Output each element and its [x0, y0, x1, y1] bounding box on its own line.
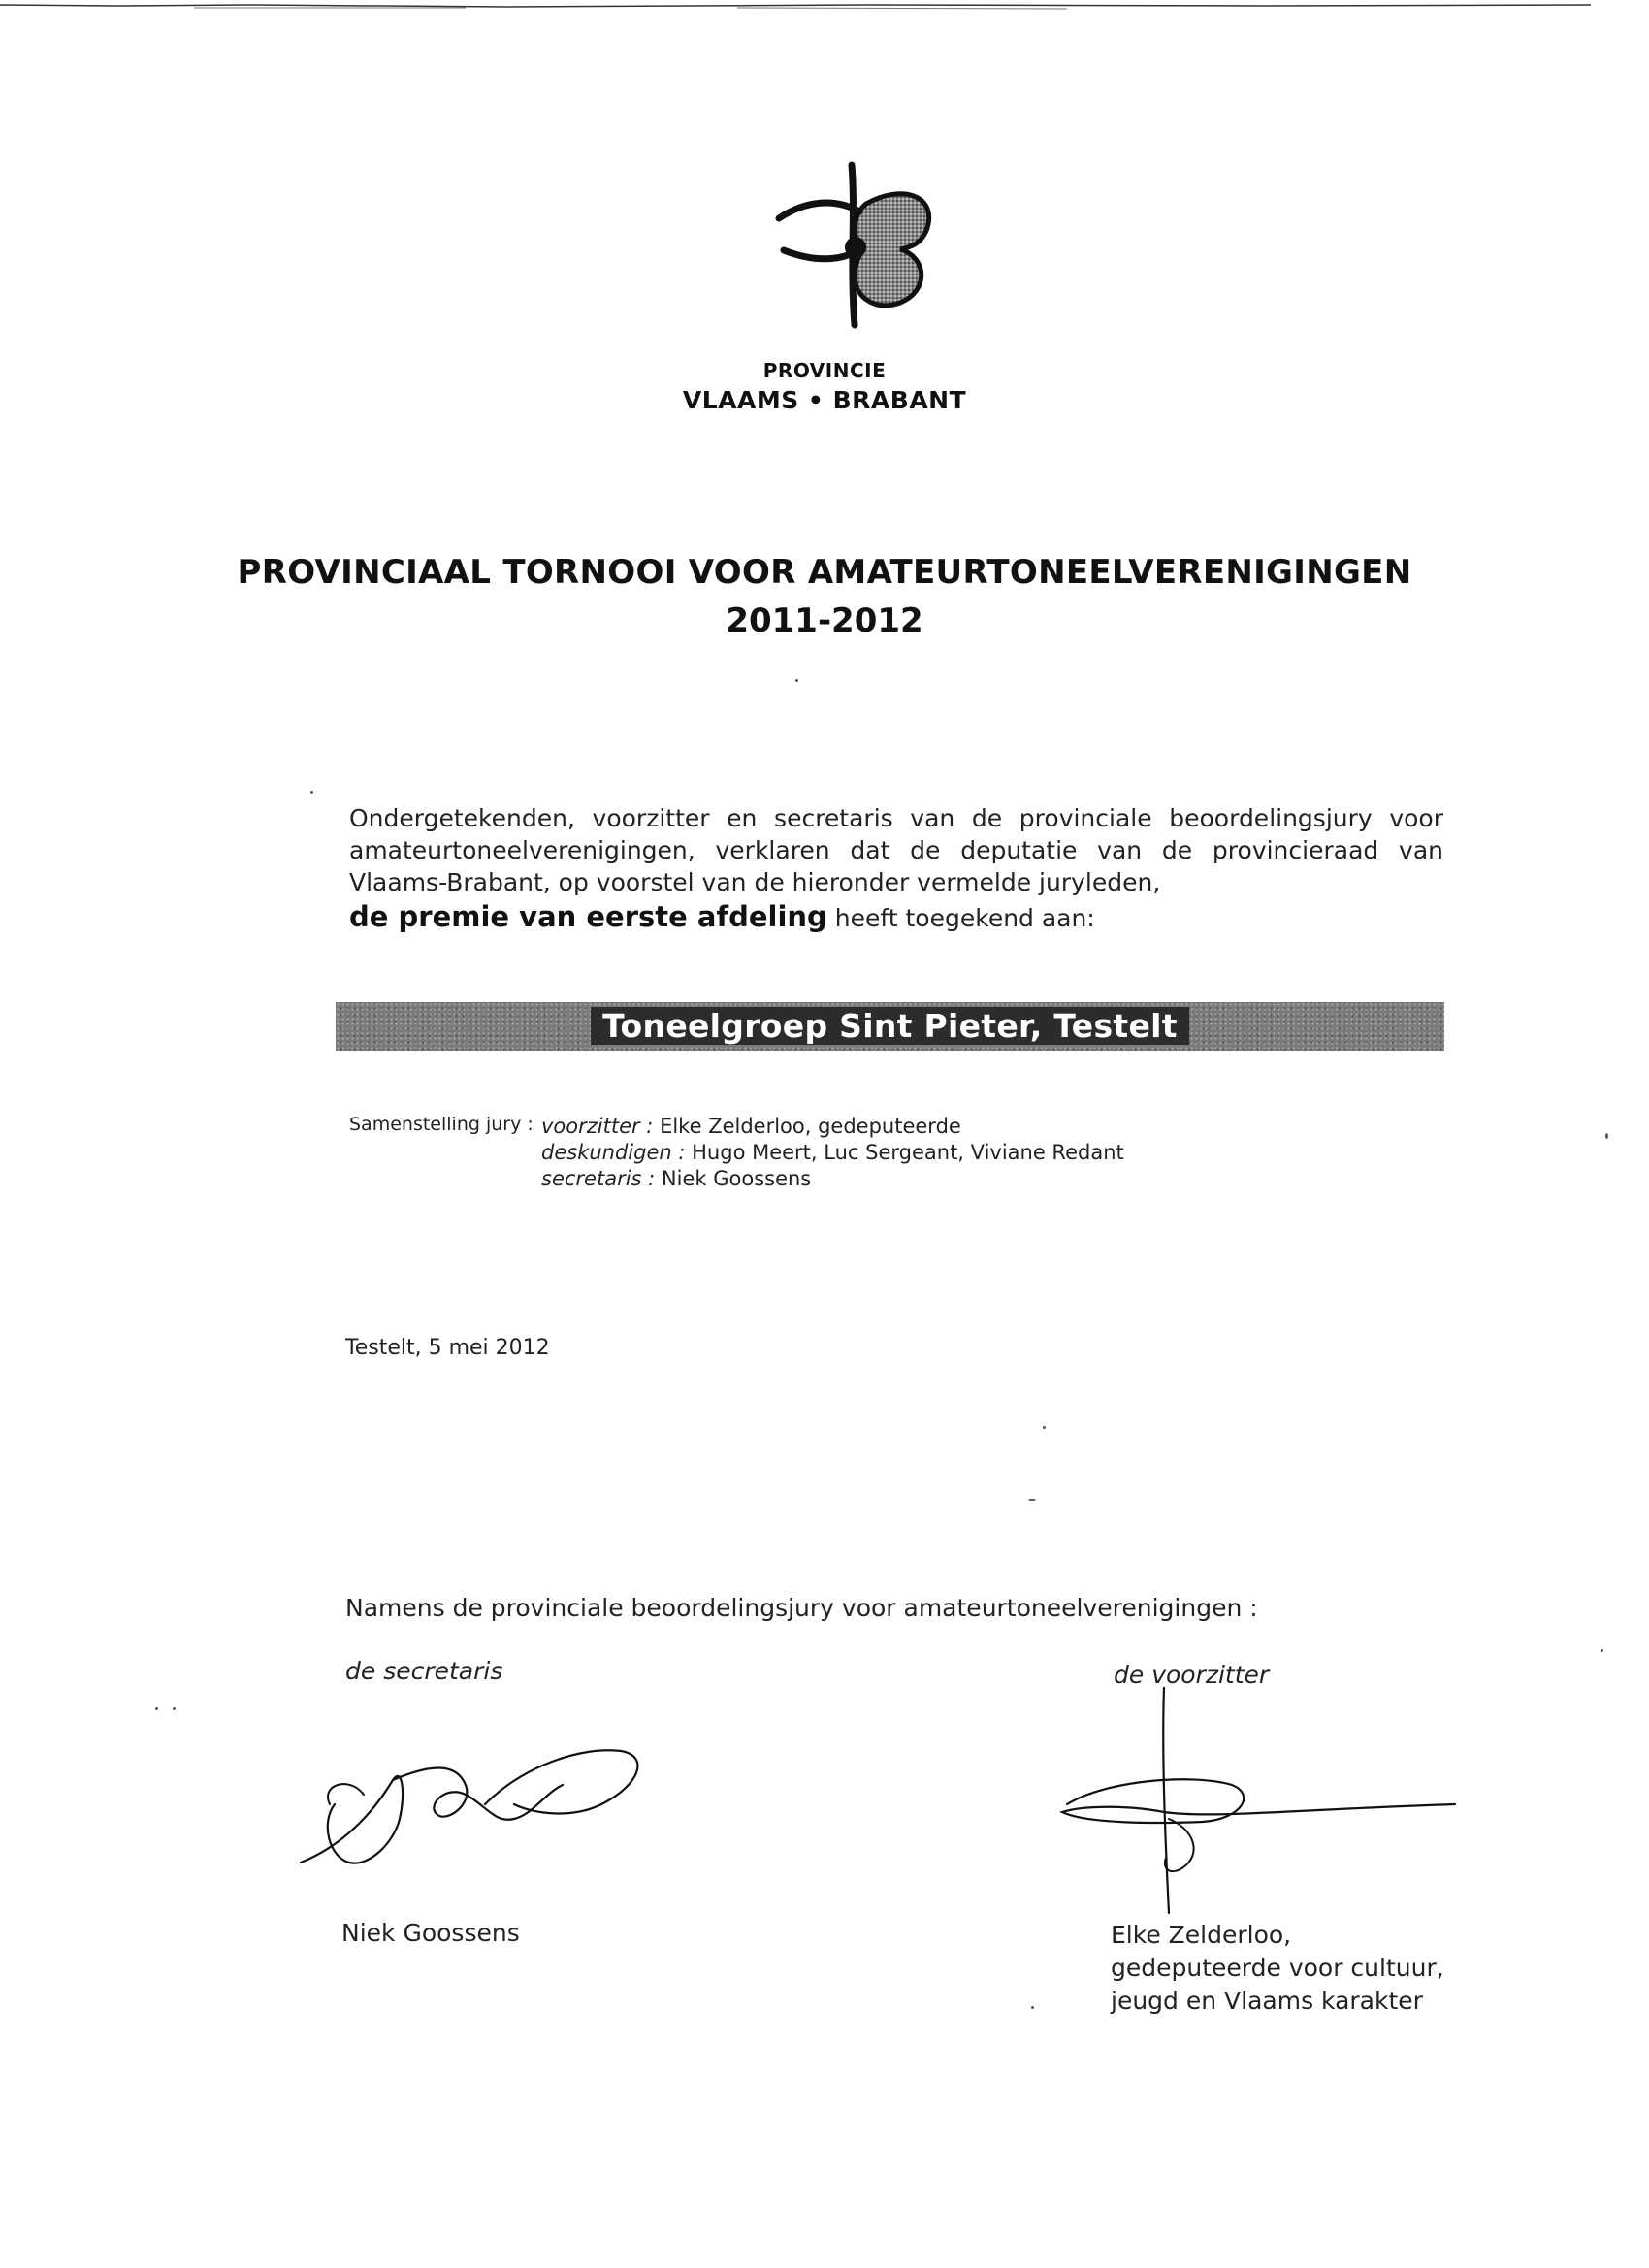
secretary-role: de secretaris: [345, 1657, 503, 1685]
winner-name: Toneelgroep Sint Pieter, Testelt: [591, 1007, 1189, 1045]
chair-name-block: [1111, 1919, 1444, 2018]
chair-name: Elke Zelderloo,: [1111, 1921, 1292, 1949]
jury-experts-names: Hugo Meert, Luc Sergeant, Viviane Redant: [692, 1141, 1124, 1164]
jury-chair-name: Elke Zelderloo, gedeputeerde: [660, 1115, 961, 1138]
jury-label: Samenstelling jury :: [349, 1114, 534, 1135]
jury-chair: [541, 1114, 1124, 1140]
jury-experts: [541, 1140, 1124, 1166]
award-name: de premie van eerste afdeling: [349, 900, 827, 933]
scan-speck: [310, 791, 313, 794]
intro-paragraph: Ondergetekenden, voorzitter en secretaris van de provinciale beoordelingsjury voor amateurtoneelverenigingen, verklaren dat de deputatie van de provincieraad van Vlaams-Brabant, op voorstel van de hieronder vermelde juryleden,: [349, 804, 1443, 896]
signature-intro: Namens de provinciale beoordelingsjury voor amateurtoneelverenigingen :: [345, 1594, 1258, 1622]
org-name-line2: VLAAMS • BRABANT: [682, 386, 967, 414]
org-name-line1: PROVINCIE: [762, 359, 887, 382]
scan-speck: [155, 1707, 158, 1710]
scan-speck: [1043, 1426, 1046, 1429]
scan-speck: [1605, 1133, 1608, 1139]
place-date: Testelt, 5 mei 2012: [345, 1336, 550, 1360]
scan-speck: [173, 1707, 176, 1710]
scan-speck: [1031, 2006, 1034, 2009]
scan-edge-line: [0, 2, 1649, 10]
chair-role: de voorzitter: [1114, 1661, 1270, 1689]
winner-banner: [336, 1002, 1444, 1051]
scan-speck: [1600, 1649, 1603, 1652]
document-title: PROVINCIAAL TORNOOI VOOR AMATEURTONEELVERENIGINGEN: [237, 553, 1412, 592]
jury-secretary: [541, 1166, 1124, 1192]
chair-signature: [1048, 1659, 1465, 1930]
chair-title-line1: gedeputeerde voor cultuur,: [1111, 1954, 1444, 1982]
award-rest: heeft toegekend aan:: [834, 904, 1095, 932]
chair-title-line2: jeugd en Vlaams karakter: [1111, 1987, 1423, 2015]
jury-list: [541, 1114, 1124, 1192]
document-year: 2011-2012: [726, 601, 923, 640]
award-line: [349, 900, 1095, 933]
secretary-name: Niek Goossens: [341, 1919, 520, 1947]
jury-secretary-name: Niek Goossens: [661, 1167, 812, 1190]
province-logo: [755, 155, 949, 330]
secretary-signature: [291, 1727, 660, 1892]
scan-speck: [795, 679, 798, 682]
jury-secretary-role: secretaris :: [541, 1167, 656, 1190]
jury-experts-role: deskundigen :: [541, 1141, 686, 1164]
scan-speck: [1028, 1499, 1036, 1501]
jury-chair-role: voorzitter :: [541, 1115, 654, 1138]
